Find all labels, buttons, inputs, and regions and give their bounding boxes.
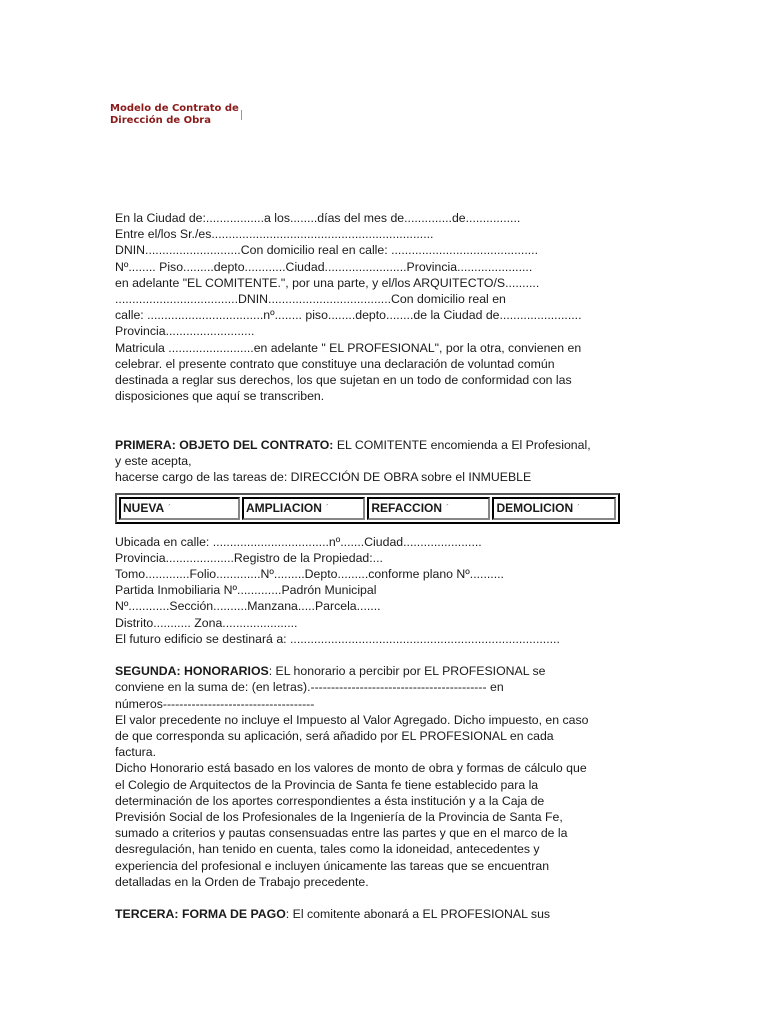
intro-line: en adelante "EL COMITENTE.", por una parte, y el/los ARQUITECTO/S.......... bbox=[115, 275, 540, 290]
segunda-line: Dicho Honorario está basado en los valores de monto de obra y formas de cálculo que bbox=[115, 761, 587, 776]
document-title-line-2: Dirección de Obra bbox=[110, 115, 211, 126]
segunda-line-text: : EL honorario a percibir por EL PROFESIONAL se bbox=[268, 664, 546, 679]
option-label: DEMOLICION bbox=[496, 501, 574, 516]
segunda-line: experiencia del profesional e incluyen únicamente las tareas que se encuentran bbox=[115, 858, 550, 873]
tercera-line bbox=[115, 906, 635, 922]
intro-line: Provincia.......................... bbox=[115, 324, 255, 339]
document-title-line-1: Modelo de Contrato de bbox=[110, 103, 239, 114]
option-label: NUEVA bbox=[123, 501, 165, 516]
intro-line: En la Ciudad de:.................a los........días del mes de..............de................ bbox=[115, 211, 521, 225]
segunda-line: detalladas en la Orden de Trabajo precedente. bbox=[115, 874, 369, 889]
segunda-line bbox=[115, 663, 635, 679]
option-label: AMPLIACION bbox=[245, 501, 322, 516]
primera-line: y este acepta, bbox=[115, 454, 192, 469]
segunda-line: factura. bbox=[115, 745, 157, 760]
detail-line: Distrito........... Zona...................... bbox=[115, 615, 298, 630]
intro-line: DNIN............................Con domicilio real en calle: ........................................... bbox=[115, 243, 538, 258]
intro-line: calle: ..................................nº........ piso........depto........de la Ciudad de........................ bbox=[115, 308, 582, 323]
intro-line: disposiciones que aquí se transcriben. bbox=[115, 389, 325, 404]
option-mark: ´ bbox=[577, 503, 581, 514]
primera-line-text: EL COMITENTE encomienda a El Profesional, bbox=[333, 437, 591, 452]
intro-line: Matricula .........................en adelante " EL PROFESIONAL", por la otra, convienen en bbox=[115, 340, 582, 355]
primera-line bbox=[115, 437, 635, 453]
primera-clause bbox=[115, 437, 635, 647]
detail-line: Ubicada en calle: ..................................nº.......Ciudad....................... bbox=[115, 534, 482, 549]
option-mark: ´ bbox=[325, 503, 329, 514]
primera-heading: PRIMERA: OBJETO DEL CONTRATO: bbox=[115, 437, 334, 452]
detail-line: El futuro edificio se destinará a: ............................................................................... bbox=[115, 631, 560, 646]
detail-line: Nº............Sección..........Manzana.....Parcela....... bbox=[115, 599, 381, 614]
intro-line: ....................................DNIN....................................Con domicilio real en bbox=[115, 292, 506, 307]
tercera-line-text: : El comitente abonará a EL PROFESIONAL sus bbox=[285, 907, 551, 922]
segunda-line: Previsión Social de los Profesionales de la Ingeniería de la Provincia de Santa Fe, bbox=[115, 810, 563, 825]
option-cell-demolicion bbox=[492, 497, 616, 519]
tercera-clause bbox=[115, 906, 635, 922]
option-cell-ampliacion bbox=[242, 497, 365, 519]
segunda-line: de que corresponda su aplicación, será añadido por EL PROFESIONAL en cada bbox=[115, 729, 554, 744]
segunda-line: conviene en la suma de: (en letras).------------------------------------------- en bbox=[115, 680, 504, 695]
segunda-clause bbox=[115, 663, 635, 890]
segunda-line: desregulación, han tenido en cuenta, tales como la idoneidad, antecedentes y bbox=[115, 842, 540, 857]
segunda-line: sumado a criterios y pautas consensuadas entre las partes y que en el marco de la bbox=[115, 826, 568, 841]
primera-line: hacerse cargo de las tareas de: DIRECCIÓN DE OBRA sobre el INMUEBLE bbox=[115, 470, 532, 485]
title-separator bbox=[241, 110, 242, 120]
obra-type-table bbox=[115, 493, 620, 523]
option-label: REFACCION bbox=[371, 501, 443, 516]
detail-line: Partida Inmobiliaria Nº.............Padrón Municipal bbox=[115, 583, 377, 598]
intro-line: destinada a reglar sus derechos, los que sujetan en un todo de conformidad con las bbox=[115, 373, 572, 388]
option-cell-nueva bbox=[119, 497, 240, 519]
segunda-line: determinación de los aportes correspondientes a ésta institución y a la Caja de bbox=[115, 793, 545, 808]
intro-line: Entre el/los Sr./es................................................................. bbox=[115, 227, 434, 242]
detail-line: Tomo.............Folio.............Nº.........Depto.........conforme plano Nº.......... bbox=[115, 567, 504, 582]
option-mark: ´ bbox=[446, 503, 450, 514]
intro-line: celebrar. el presente contrato que constituye una declaración de voluntad común bbox=[115, 356, 555, 371]
option-cell-refaccion bbox=[367, 497, 490, 519]
tercera-heading: TERCERA: FORMA DE PAGO bbox=[115, 907, 286, 922]
segunda-heading: SEGUNDA: HONORARIOS bbox=[115, 664, 269, 679]
segunda-line: números------------------------------------- bbox=[115, 696, 315, 711]
contract-body bbox=[115, 210, 635, 922]
segunda-line: El valor precedente no incluye el Impuesto al Valor Agregado. Dicho impuesto, en caso bbox=[115, 712, 589, 727]
option-mark: ´ bbox=[168, 503, 172, 514]
document-title bbox=[110, 103, 239, 127]
intro-line: Nº........ Piso.........depto............Ciudad........................Provincia...................... bbox=[115, 259, 533, 274]
segunda-line: el Colegio de Arquitectos de la Provincia de Santa fe tiene establecido para la bbox=[115, 777, 539, 792]
detail-line: Provincia....................Registro de la Propiedad:... bbox=[115, 550, 383, 565]
intro-section bbox=[115, 210, 635, 404]
